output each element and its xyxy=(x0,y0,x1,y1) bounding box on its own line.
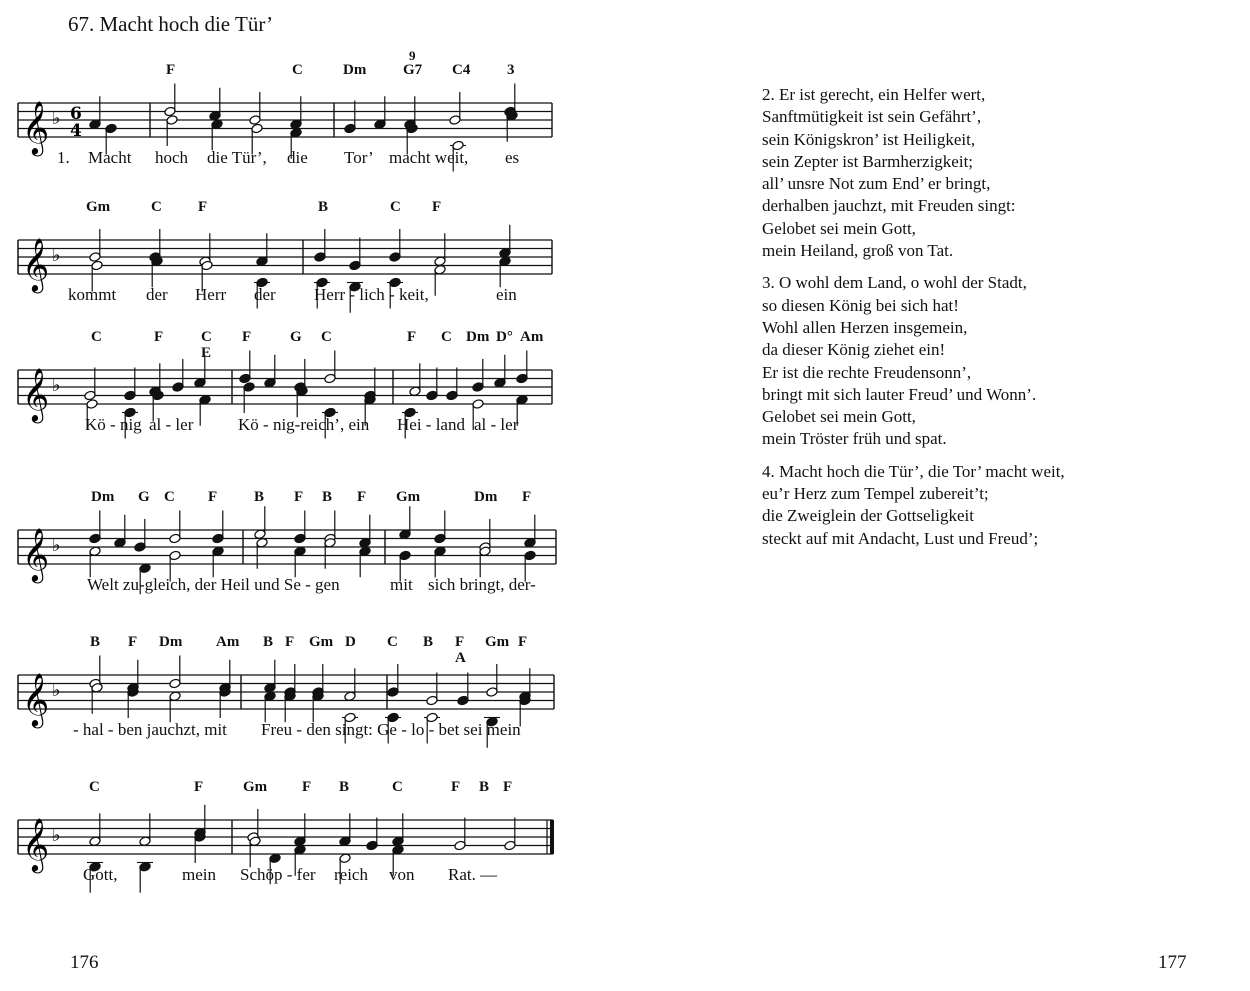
verse-line: da dieser König ziehet ein! xyxy=(762,340,946,360)
lyric-syllable: Kö - nig xyxy=(85,415,142,434)
lyric-syllable: Herr - lich - keit, xyxy=(314,285,429,304)
verse-line: Gelobet sei mein Gott, xyxy=(762,218,916,238)
chord-symbol: B xyxy=(423,634,434,650)
verse-line: die Zweiglein der Gottseligkeit xyxy=(762,506,974,526)
chord-symbol: F xyxy=(154,329,164,345)
lyric-syllable: sich bringt, der- xyxy=(428,575,536,594)
verse-line: Sanftmütigkeit ist sein Gefährt’, xyxy=(762,107,982,127)
chord-symbol: C xyxy=(201,329,212,345)
chord-symbol: Gm xyxy=(86,199,111,215)
lyric-syllable: al - ler xyxy=(474,415,519,434)
chord-symbol: C xyxy=(387,634,398,650)
treble-clef-icon: 𝄞 xyxy=(22,100,50,154)
chord-symbol: B xyxy=(318,199,329,215)
verse-line: 2. Er ist gerecht, ein Helfer wert, xyxy=(762,85,986,104)
chord-symbol: C xyxy=(321,329,332,345)
chord-symbol: C4 xyxy=(452,62,471,78)
lyric-syllable: der xyxy=(146,285,168,304)
chord-symbol: C xyxy=(164,489,175,505)
verse-line: all’ unsre Not zum End’ er bringt, xyxy=(762,174,991,194)
verse-line: sein Zepter ist Barmherzigkeit; xyxy=(762,151,974,171)
lyric-syllable: - hal - ben jauchzt, mit xyxy=(73,720,227,739)
verse-line: sein Königskron’ ist Heiligkeit, xyxy=(762,129,976,149)
lyric-syllable: Hei - land xyxy=(397,415,465,434)
chord-symbol: F xyxy=(242,329,252,345)
chord-symbol: G xyxy=(290,329,302,345)
lyric-syllable: hoch xyxy=(155,148,189,167)
chord-symbol: Am xyxy=(520,329,544,345)
lyric-syllable: kommt xyxy=(68,285,117,304)
chord-symbol: D xyxy=(345,634,356,650)
chord-bass-note: E xyxy=(201,345,212,361)
verse-line: steckt auf mit Andacht, Lust und Freud’; xyxy=(762,528,1039,548)
chord-symbol: C xyxy=(151,199,162,215)
lyric-syllable: der xyxy=(254,285,276,304)
lyric-syllable: macht weit, xyxy=(389,148,469,167)
verse-3 xyxy=(762,272,1222,450)
lyric-syllable: Schöp - fer xyxy=(240,865,316,884)
lyric-syllable: die xyxy=(287,148,308,167)
chord-symbol: C xyxy=(390,199,401,215)
chord-symbol: F xyxy=(503,779,513,795)
key-signature-flat-icon: ♭ xyxy=(52,535,61,556)
verse-line: eu’r Herz zum Tempel zubereit’t; xyxy=(762,484,989,504)
verse-2 xyxy=(762,84,1222,262)
chord-symbol: C xyxy=(89,779,100,795)
song-title: 67. Macht hoch die Tür’ xyxy=(68,12,274,36)
chord-symbol: Dm xyxy=(474,489,498,505)
chord-symbol: Dm xyxy=(343,62,367,78)
time-signature-top: 6 xyxy=(70,104,82,124)
chord-symbol: B xyxy=(263,634,274,650)
music-system-4 xyxy=(0,485,600,635)
key-signature-flat-icon: ♭ xyxy=(52,825,61,846)
chord-symbol: B xyxy=(339,779,350,795)
lyric-syllable: reich xyxy=(334,865,368,884)
lyric-syllable: Tor’ xyxy=(344,148,374,167)
chord-symbol: F xyxy=(522,489,532,505)
chord-symbol: B xyxy=(479,779,490,795)
verse-line: so diesen König bei sich hat! xyxy=(762,295,959,315)
chord-symbol: B xyxy=(322,489,333,505)
verse-4 xyxy=(762,461,1222,550)
verse-line: 4. Macht hoch die Tür’, die Tor’ macht weit, xyxy=(762,461,1065,481)
chord-symbol: C xyxy=(392,779,403,795)
lyric-syllable: die Tür’, xyxy=(207,148,267,167)
lyric-syllable: Macht xyxy=(88,148,132,167)
verse-line: mein Tröster früh und spat. xyxy=(762,429,947,449)
key-signature-flat-icon: ♭ xyxy=(52,245,61,266)
verses-text xyxy=(762,84,1222,560)
treble-clef-icon: 𝄞 xyxy=(22,367,50,421)
verse-line: 3. O wohl dem Land, o wohl der Stadt, xyxy=(762,273,1027,293)
chord-symbol: F xyxy=(294,489,304,505)
page-number-right: 177 xyxy=(1158,952,1187,973)
chord-symbol: Gm xyxy=(309,634,334,650)
chord-symbol: Dm xyxy=(466,329,490,345)
lyric-syllable: al - ler xyxy=(149,415,194,434)
lyric-syllable: Freu - den singt: Ge - lo - bet sei mein xyxy=(261,720,521,739)
chord-symbol: F xyxy=(194,779,204,795)
lyric-syllable: von xyxy=(389,865,415,884)
lyric-syllable: ein xyxy=(496,285,517,304)
treble-clef-icon: 𝄞 xyxy=(22,817,50,871)
chord-symbol: F xyxy=(302,779,312,795)
chord-symbol: C xyxy=(441,329,452,345)
verse-line: Gelobet sei mein Gott, xyxy=(762,407,916,427)
music-system-1 xyxy=(0,48,600,208)
music-system-6 xyxy=(0,775,600,925)
music-system-2 xyxy=(0,195,600,345)
chord-symbol: F xyxy=(128,634,138,650)
chord-symbol: C xyxy=(292,62,303,78)
verse-line: Wohl allen Herzen insgemein, xyxy=(762,317,968,337)
lyric-syllable: Gott, xyxy=(83,865,118,884)
verse-line: Er ist die rechte Freudensonn’, xyxy=(762,362,972,382)
chord-symbol: G7 xyxy=(403,62,423,78)
lyric-syllable: Welt zu-gleich, der Heil und Se - gen xyxy=(87,575,340,594)
chord-symbol: C xyxy=(91,329,102,345)
music-system-5 xyxy=(0,630,600,780)
chord-symbol: F xyxy=(518,634,528,650)
lyric-syllable: mein xyxy=(182,865,216,884)
treble-clef-icon: 𝄞 xyxy=(22,672,50,726)
chord-symbol: F xyxy=(285,634,295,650)
chord-symbol: D° xyxy=(496,329,513,345)
time-signature-bottom: 4 xyxy=(70,121,82,141)
chord-symbol: 3 xyxy=(507,62,515,78)
chord-symbol: F xyxy=(455,634,465,650)
chord-symbol: Gm xyxy=(485,634,510,650)
chord-symbol: Am xyxy=(216,634,240,650)
chord-symbol: F xyxy=(451,779,461,795)
chord-symbol: F xyxy=(198,199,208,215)
lyric-syllable: 1. xyxy=(57,148,70,167)
chord-symbol: Dm xyxy=(159,634,183,650)
chord-symbol: Gm xyxy=(396,489,421,505)
verse-line: bringt mit sich lauter Freud’ und Wonn’. xyxy=(762,384,1037,404)
chord-symbol: F xyxy=(407,329,417,345)
verse-line: derhalben jauchzt, mit Freuden singt: xyxy=(762,196,1016,216)
lyric-syllable: es xyxy=(505,148,520,167)
chord-symbol: F xyxy=(166,62,176,78)
key-signature-flat-icon: ♭ xyxy=(52,680,61,701)
chord-symbol: F xyxy=(357,489,367,505)
page-number-left: 176 xyxy=(70,952,99,973)
key-signature-flat-icon: ♭ xyxy=(52,108,61,129)
verse-line: mein Heiland, groß von Tat. xyxy=(762,241,954,261)
treble-clef-icon: 𝄞 xyxy=(22,237,50,291)
treble-clef-icon: 𝄞 xyxy=(22,527,50,581)
lyric-syllable: Rat. — xyxy=(448,865,498,884)
chord-symbol: B xyxy=(254,489,265,505)
chord-bass-note: A xyxy=(455,650,466,666)
chord-symbol: G xyxy=(138,489,150,505)
chord-symbol: Gm xyxy=(243,779,268,795)
chord-symbol: F xyxy=(432,199,442,215)
chord-symbol: F xyxy=(208,489,218,505)
music-system-3 xyxy=(0,325,600,475)
chord-extension: 9 xyxy=(409,48,416,63)
chord-symbol: B xyxy=(90,634,101,650)
key-signature-flat-icon: ♭ xyxy=(52,375,61,396)
lyric-syllable: Kö - nig-reich’, ein xyxy=(238,415,370,434)
lyric-syllable: mit xyxy=(390,575,413,594)
lyric-syllable: Herr xyxy=(195,285,227,304)
chord-symbol: Dm xyxy=(91,489,115,505)
